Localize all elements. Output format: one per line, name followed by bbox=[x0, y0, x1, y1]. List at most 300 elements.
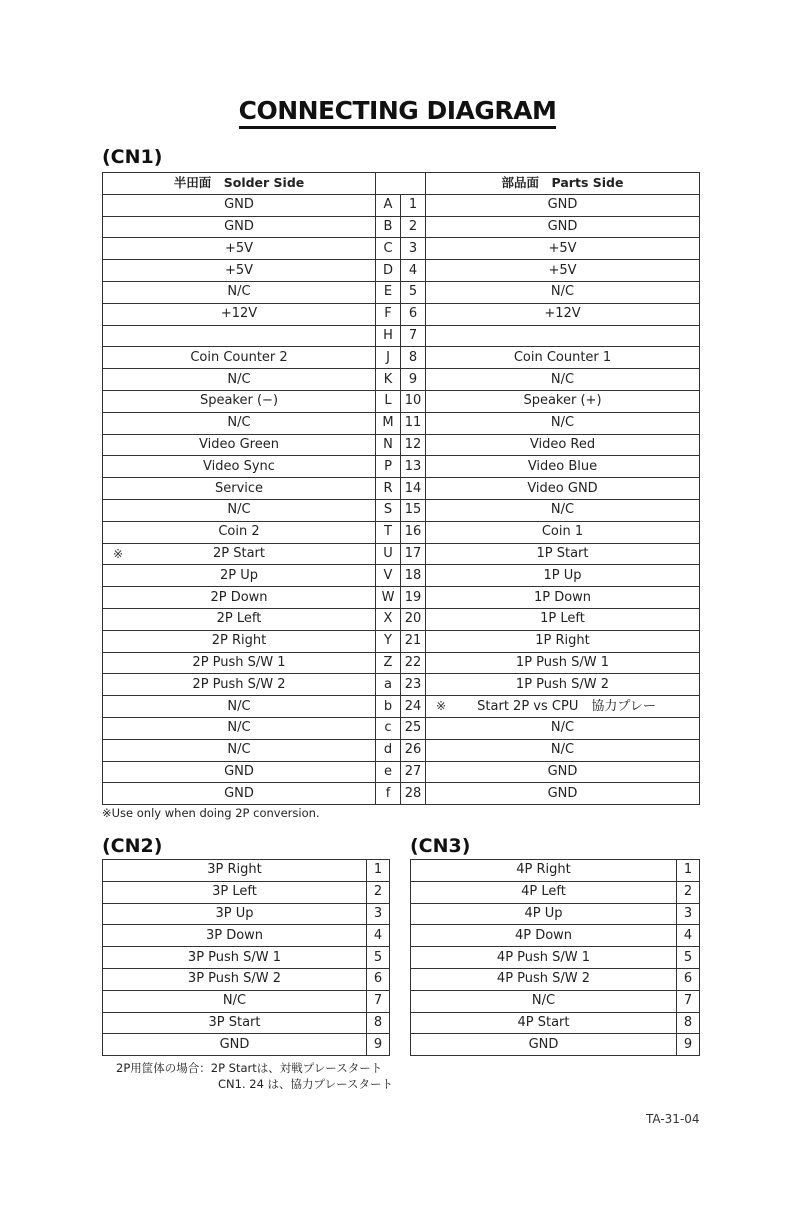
cn3-pin-cell: 1 bbox=[677, 860, 700, 882]
solder-side-cell bbox=[103, 652, 376, 674]
pin-number-cell bbox=[401, 499, 426, 521]
cn1-label: (CN1) bbox=[102, 146, 163, 168]
parts-side-cell bbox=[426, 696, 700, 718]
cn1-row bbox=[103, 521, 700, 543]
cn1-row bbox=[103, 696, 700, 718]
parts-side-cell-text: N/C bbox=[550, 502, 575, 518]
pin-letter-cell-text: K bbox=[383, 371, 393, 387]
cn2-signal-cell: 3P Push S/W 1 bbox=[103, 947, 367, 969]
parts-side-cell-text: Video Red bbox=[529, 436, 596, 452]
parts-side-cell bbox=[426, 238, 700, 260]
pin-number-cell-text: 22 bbox=[404, 654, 422, 670]
parts-side-cell-text: N/C bbox=[550, 720, 575, 736]
solder-side-cell-text: N/C bbox=[227, 371, 251, 387]
pin-letter-cell-text: c bbox=[384, 720, 392, 736]
cn2-label: (CN2) bbox=[102, 835, 163, 857]
pin-number-cell bbox=[401, 325, 426, 347]
parts-side-cell bbox=[426, 281, 700, 303]
cn3-row bbox=[411, 990, 700, 1012]
pin-number-cell bbox=[401, 565, 426, 587]
pin-number-cell bbox=[401, 521, 426, 543]
parts-side-cell-text: 1P Left bbox=[540, 611, 585, 627]
solder-side-cell bbox=[103, 696, 376, 718]
pin-number-cell bbox=[401, 456, 426, 478]
solder-side-cell-text: 2P Push S/W 2 bbox=[192, 676, 286, 692]
parts-side-cell-text: Speaker (+) bbox=[523, 393, 602, 409]
cn1-row bbox=[103, 652, 700, 674]
pin-letter-cell-text: E bbox=[383, 284, 393, 300]
parts-side-cell-text: +12V bbox=[544, 306, 581, 322]
reference-mark: ※ bbox=[436, 699, 447, 714]
cn2-signal-cell: 3P Up bbox=[103, 903, 367, 925]
reference-mark: ※ bbox=[113, 546, 124, 561]
pin-letter-cell-text: b bbox=[383, 698, 393, 714]
parts-side-cell-text: Coin Counter 1 bbox=[513, 349, 612, 365]
pin-letter-cell-text: R bbox=[383, 480, 393, 496]
parts-side-cell-text: +5V bbox=[548, 240, 577, 256]
pin-number-cell-text: 19 bbox=[404, 589, 422, 605]
pin-number-cell-text: 24 bbox=[404, 698, 422, 714]
pin-number-cell bbox=[401, 587, 426, 609]
parts-side-cell bbox=[426, 478, 700, 500]
pin-number-cell-text: 14 bbox=[404, 480, 422, 496]
pin-number-cell-text: 20 bbox=[404, 611, 422, 627]
cn1-row bbox=[103, 499, 700, 521]
parts-side-cell bbox=[426, 390, 700, 412]
pin-number-cell-text: 9 bbox=[408, 371, 418, 387]
pin-number-cell bbox=[401, 281, 426, 303]
parts-side-cell bbox=[426, 587, 700, 609]
cn1-table bbox=[102, 172, 700, 805]
pin-letter-cell-text: F bbox=[384, 306, 392, 322]
cn2-table bbox=[102, 859, 390, 1056]
solder-side-cell bbox=[103, 456, 376, 478]
parts-side-cell bbox=[426, 216, 700, 238]
parts-side-cell bbox=[426, 674, 700, 696]
pin-number-cell-text: 16 bbox=[404, 524, 422, 540]
solder-side-cell bbox=[103, 412, 376, 434]
pin-number-cell bbox=[401, 783, 426, 805]
cn3-row bbox=[411, 1034, 700, 1056]
pin-number-cell bbox=[401, 717, 426, 739]
cn1-row bbox=[103, 630, 700, 652]
cn1-row bbox=[103, 456, 700, 478]
cn1-row bbox=[103, 303, 700, 325]
parts-side-cell-text: 1P Up bbox=[543, 567, 582, 583]
pin-letter-cell bbox=[376, 696, 401, 718]
pin-letter-cell-text: J bbox=[386, 349, 390, 365]
cn1-row bbox=[103, 739, 700, 761]
cn1-row bbox=[103, 369, 700, 391]
solder-side-cell-text: N/C bbox=[227, 502, 251, 518]
solder-side-cell bbox=[103, 369, 376, 391]
parts-side-cell-text: 1P Start bbox=[536, 545, 589, 561]
solder-side-cell bbox=[103, 543, 376, 565]
parts-side-cell-text: N/C bbox=[550, 415, 575, 431]
cn1-header-row bbox=[103, 173, 700, 195]
pin-number-cell bbox=[401, 194, 426, 216]
parts-side-cell-text: GND bbox=[547, 763, 578, 779]
pin-letter-cell bbox=[376, 260, 401, 282]
parts-side-cell bbox=[426, 347, 700, 369]
parts-side-header: 部品面 Parts Side bbox=[426, 173, 700, 195]
parts-side-cell bbox=[426, 521, 700, 543]
pin-number-cell bbox=[401, 543, 426, 565]
parts-side-cell bbox=[426, 260, 700, 282]
page-title: CONNECTING DIAGRAM bbox=[0, 96, 795, 125]
cn1-row bbox=[103, 434, 700, 456]
cn3-signal-cell: 4P Up bbox=[411, 903, 677, 925]
pin-letter-cell bbox=[376, 761, 401, 783]
cn2-signal-cell: 3P Start bbox=[103, 1012, 367, 1034]
bottom-note-line1: 2P用筐体の場合：2P Startは、対戦プレースタート bbox=[116, 1061, 383, 1075]
cn3-pin-cell: 2 bbox=[677, 881, 700, 903]
pin-number-cell-text: 6 bbox=[408, 306, 418, 322]
pin-letter-cell bbox=[376, 194, 401, 216]
cn1-footnote: ※Use only when doing 2P conversion. bbox=[102, 806, 320, 820]
pin-letter-cell bbox=[376, 412, 401, 434]
pin-letter-cell bbox=[376, 739, 401, 761]
pin-number-cell bbox=[401, 761, 426, 783]
solder-side-cell-text: Service bbox=[214, 480, 264, 496]
pin-number-cell-text: 26 bbox=[404, 742, 422, 758]
cn2-pin-cell: 1 bbox=[367, 860, 390, 882]
solder-side-cell-text: +12V bbox=[220, 306, 258, 322]
pin-letter-cell bbox=[376, 434, 401, 456]
cn2-row bbox=[103, 903, 390, 925]
solder-side-cell-text: GND bbox=[224, 218, 254, 234]
pin-number-cell-text: 2 bbox=[408, 218, 418, 234]
pin-letter-cell-text: X bbox=[383, 611, 393, 627]
pin-letter-cell-text: Z bbox=[383, 654, 393, 670]
pin-letter-cell bbox=[376, 369, 401, 391]
cn1-row bbox=[103, 260, 700, 282]
parts-side-cell bbox=[426, 499, 700, 521]
solder-side-cell bbox=[103, 674, 376, 696]
pin-number-cell-text: 7 bbox=[408, 327, 418, 343]
cn1-row bbox=[103, 587, 700, 609]
solder-side-cell bbox=[103, 521, 376, 543]
solder-side-cell bbox=[103, 347, 376, 369]
solder-side-cell-text: +5V bbox=[224, 262, 254, 278]
solder-side-cell bbox=[103, 390, 376, 412]
cn2-signal-cell: N/C bbox=[103, 990, 367, 1012]
cn2-signal-cell: 3P Left bbox=[103, 881, 367, 903]
cn3-signal-cell: N/C bbox=[411, 990, 677, 1012]
pin-number-cell-text: 27 bbox=[404, 763, 422, 779]
pin-letter-cell bbox=[376, 608, 401, 630]
cn1-row bbox=[103, 761, 700, 783]
pin-letter-cell bbox=[376, 674, 401, 696]
pin-letter-cell-text: S bbox=[383, 502, 393, 518]
solder-side-cell-text: 2P Up bbox=[219, 567, 258, 583]
cn3-pin-cell: 8 bbox=[677, 1012, 700, 1034]
cn3-row bbox=[411, 1012, 700, 1034]
cn2-row bbox=[103, 1012, 390, 1034]
cn3-pin-cell: 7 bbox=[677, 990, 700, 1012]
pin-letter-cell bbox=[376, 587, 401, 609]
pin-letter-cell bbox=[376, 630, 401, 652]
parts-side-cell-text: N/C bbox=[550, 284, 575, 300]
cn3-signal-cell: GND bbox=[411, 1034, 677, 1056]
cn3-row bbox=[411, 947, 700, 969]
solder-side-cell-text: Video Sync bbox=[203, 458, 275, 474]
solder-side-cell bbox=[103, 303, 376, 325]
cn2-pin-cell: 9 bbox=[367, 1034, 390, 1056]
solder-side-cell bbox=[103, 739, 376, 761]
solder-side-cell-text: Coin 2 bbox=[218, 524, 260, 540]
pin-header bbox=[376, 173, 426, 195]
parts-side-cell bbox=[426, 412, 700, 434]
pin-letter-cell-text: L bbox=[384, 393, 392, 409]
solder-side-cell bbox=[103, 216, 376, 238]
cn2-row bbox=[103, 925, 390, 947]
pin-letter-cell-text: U bbox=[383, 545, 393, 561]
pin-number-cell-text: 18 bbox=[404, 567, 422, 583]
bottom-note-line2: CN1. 24 は、協力プレースタート bbox=[218, 1077, 394, 1091]
solder-side-cell-text: GND bbox=[224, 197, 254, 213]
cn1-row bbox=[103, 412, 700, 434]
cn3-pin-cell: 3 bbox=[677, 903, 700, 925]
solder-side-cell bbox=[103, 783, 376, 805]
solder-side-cell bbox=[103, 194, 376, 216]
cn2-pin-cell: 4 bbox=[367, 925, 390, 947]
cn3-pin-cell: 9 bbox=[677, 1034, 700, 1056]
pin-number-cell-text: 13 bbox=[404, 458, 422, 474]
pin-number-cell-text: 3 bbox=[408, 240, 418, 256]
pin-letter-cell bbox=[376, 303, 401, 325]
pin-letter-cell-text: Y bbox=[384, 633, 392, 649]
cn3-row bbox=[411, 903, 700, 925]
pin-letter-cell-text: A bbox=[383, 197, 393, 213]
cn3-pin-cell: 5 bbox=[677, 947, 700, 969]
pin-letter-cell-text: V bbox=[383, 567, 393, 583]
cn1-row bbox=[103, 194, 700, 216]
solder-side-cell-text: N/C bbox=[227, 742, 251, 758]
pin-letter-cell bbox=[376, 216, 401, 238]
cn3-signal-cell: 4P Right bbox=[411, 860, 677, 882]
cn2-pin-cell: 2 bbox=[367, 881, 390, 903]
cn1-row bbox=[103, 238, 700, 260]
pin-number-cell bbox=[401, 303, 426, 325]
solder-side-cell-text: Video Green bbox=[199, 436, 279, 452]
solder-side-cell-text: 2P Down bbox=[210, 589, 268, 605]
cn2-row bbox=[103, 990, 390, 1012]
solder-side-header: 半田面 Solder Side bbox=[103, 173, 376, 195]
solder-side-cell-text: 2P Start bbox=[213, 545, 265, 561]
solder-side-cell bbox=[103, 434, 376, 456]
parts-side-cell-text: N/C bbox=[550, 742, 575, 758]
cn2-row bbox=[103, 881, 390, 903]
pin-number-cell-text: 17 bbox=[404, 545, 422, 561]
cn1-row bbox=[103, 325, 700, 347]
pin-number-cell bbox=[401, 216, 426, 238]
cn3-pin-cell: 4 bbox=[677, 925, 700, 947]
pin-number-cell-text: 8 bbox=[408, 349, 418, 365]
pin-letter-cell-text: P bbox=[384, 458, 392, 474]
parts-side-cell-text: GND bbox=[547, 218, 578, 234]
solder-side-cell bbox=[103, 325, 376, 347]
cn2-pin-cell: 8 bbox=[367, 1012, 390, 1034]
pin-number-cell-text: 21 bbox=[404, 633, 422, 649]
pin-letter-cell bbox=[376, 238, 401, 260]
pin-letter-cell-text: D bbox=[382, 262, 393, 278]
parts-side-cell bbox=[426, 325, 700, 347]
solder-side-cell-text: 2P Left bbox=[216, 611, 262, 627]
pin-letter-cell bbox=[376, 499, 401, 521]
parts-side-cell bbox=[426, 608, 700, 630]
pin-letter-cell bbox=[376, 717, 401, 739]
parts-side-cell bbox=[426, 543, 700, 565]
pin-number-cell-text: 1 bbox=[408, 197, 418, 213]
solder-side-cell bbox=[103, 630, 376, 652]
solder-side-cell-text: +5V bbox=[224, 240, 254, 256]
pin-letter-cell bbox=[376, 281, 401, 303]
cn1-row bbox=[103, 783, 700, 805]
pin-letter-cell-text: H bbox=[383, 327, 393, 343]
pin-number-cell bbox=[401, 434, 426, 456]
pin-letter-cell-text: W bbox=[381, 589, 395, 605]
solder-side-cell bbox=[103, 238, 376, 260]
pin-letter-cell-text: C bbox=[383, 240, 393, 256]
document-code: TA-31-04 bbox=[646, 1112, 700, 1126]
cn2-signal-cell: 3P Right bbox=[103, 860, 367, 882]
cn2-pin-cell: 7 bbox=[367, 990, 390, 1012]
parts-side-cell bbox=[426, 194, 700, 216]
pin-number-cell bbox=[401, 369, 426, 391]
solder-side-cell bbox=[103, 478, 376, 500]
solder-side-cell bbox=[103, 587, 376, 609]
solder-side-cell-text: GND bbox=[224, 785, 254, 801]
parts-side-cell bbox=[426, 303, 700, 325]
cn2-signal-cell: GND bbox=[103, 1034, 367, 1056]
pin-letter-cell bbox=[376, 521, 401, 543]
parts-side-cell-text: 1P Down bbox=[533, 589, 592, 605]
cn3-table bbox=[410, 859, 700, 1056]
solder-side-cell-text: Coin Counter 2 bbox=[190, 349, 288, 365]
pin-number-cell bbox=[401, 652, 426, 674]
pin-number-cell-text: 11 bbox=[404, 415, 422, 431]
cn3-signal-cell: 4P Start bbox=[411, 1012, 677, 1034]
cn1-row bbox=[103, 608, 700, 630]
solder-side-cell bbox=[103, 499, 376, 521]
pin-letter-cell-text: N bbox=[383, 436, 393, 452]
pin-number-cell-text: 12 bbox=[404, 436, 422, 452]
cn3-row bbox=[411, 925, 700, 947]
pin-letter-cell bbox=[376, 390, 401, 412]
cn2-pin-cell: 6 bbox=[367, 968, 390, 990]
pin-letter-cell-text: e bbox=[384, 763, 392, 779]
pin-number-cell bbox=[401, 412, 426, 434]
pin-number-cell-text: 15 bbox=[404, 502, 422, 518]
cn2-signal-cell: 3P Down bbox=[103, 925, 367, 947]
cn2-pin-cell: 3 bbox=[367, 903, 390, 925]
solder-side-cell-text: GND bbox=[224, 763, 254, 779]
cn1-row bbox=[103, 674, 700, 696]
cn2-row bbox=[103, 1034, 390, 1056]
solder-side-cell bbox=[103, 260, 376, 282]
solder-side-cell-text: N/C bbox=[227, 284, 251, 300]
pin-letter-cell bbox=[376, 347, 401, 369]
pin-number-cell bbox=[401, 608, 426, 630]
cn3-row bbox=[411, 860, 700, 882]
parts-side-cell-text: N/C bbox=[550, 371, 575, 387]
solder-side-cell bbox=[103, 717, 376, 739]
parts-side-cell-text: GND bbox=[547, 785, 578, 801]
cn2-pin-cell: 5 bbox=[367, 947, 390, 969]
cn1-row bbox=[103, 281, 700, 303]
cn1-row bbox=[103, 717, 700, 739]
solder-side-cell bbox=[103, 565, 376, 587]
cn2-signal-cell: 3P Push S/W 2 bbox=[103, 968, 367, 990]
cn2-row bbox=[103, 860, 390, 882]
parts-side-cell bbox=[426, 565, 700, 587]
parts-side-cell-text: 1P Right bbox=[535, 633, 590, 649]
pin-letter-cell-text: a bbox=[384, 676, 392, 692]
parts-side-cell-text: +5V bbox=[548, 262, 577, 278]
pin-letter-cell bbox=[376, 543, 401, 565]
parts-side-cell-text: GND bbox=[547, 197, 578, 213]
solder-side-cell-text: 2P Right bbox=[211, 633, 267, 649]
solder-side-cell bbox=[103, 281, 376, 303]
parts-side-cell bbox=[426, 783, 700, 805]
cn3-signal-cell: 4P Push S/W 1 bbox=[411, 947, 677, 969]
pin-number-cell-text: 5 bbox=[408, 284, 418, 300]
cn3-pin-cell: 6 bbox=[677, 968, 700, 990]
parts-side-cell-text: Video GND bbox=[527, 480, 598, 496]
solder-side-cell-text: N/C bbox=[227, 720, 251, 736]
parts-side-cell bbox=[426, 369, 700, 391]
pin-number-cell bbox=[401, 739, 426, 761]
solder-side-cell-text: N/C bbox=[227, 415, 251, 431]
parts-side-cell-text: 1P Push S/W 1 bbox=[515, 654, 610, 670]
pin-number-cell-text: 25 bbox=[404, 720, 422, 736]
solder-side-cell-text: 2P Push S/W 1 bbox=[192, 654, 286, 670]
pin-number-cell bbox=[401, 630, 426, 652]
pin-number-cell bbox=[401, 674, 426, 696]
solder-side-cell-text: N/C bbox=[227, 698, 251, 714]
pin-number-cell bbox=[401, 238, 426, 260]
parts-side-cell bbox=[426, 761, 700, 783]
solder-side-cell bbox=[103, 761, 376, 783]
pin-letter-cell bbox=[376, 652, 401, 674]
pin-letter-cell bbox=[376, 783, 401, 805]
pin-letter-cell bbox=[376, 478, 401, 500]
pin-letter-cell-text: M bbox=[382, 415, 394, 431]
cn1-row bbox=[103, 347, 700, 369]
cn3-row bbox=[411, 968, 700, 990]
pin-number-cell bbox=[401, 260, 426, 282]
pin-number-cell-text: 10 bbox=[404, 393, 422, 409]
parts-side-cell-text: Start 2P vs CPU 協力プレー bbox=[477, 698, 656, 714]
parts-side-cell bbox=[426, 630, 700, 652]
cn1-row bbox=[103, 543, 700, 565]
parts-side-cell-text: Video Blue bbox=[527, 458, 598, 474]
pin-number-cell bbox=[401, 347, 426, 369]
cn1-row bbox=[103, 565, 700, 587]
pin-number-cell bbox=[401, 696, 426, 718]
pin-number-cell-text: 23 bbox=[404, 676, 422, 692]
cn1-row bbox=[103, 390, 700, 412]
solder-side-cell bbox=[103, 608, 376, 630]
cn3-row bbox=[411, 881, 700, 903]
cn3-signal-cell: 4P Left bbox=[411, 881, 677, 903]
parts-side-cell bbox=[426, 456, 700, 478]
cn1-row bbox=[103, 216, 700, 238]
cn2-row bbox=[103, 968, 390, 990]
pin-letter-cell-text: B bbox=[383, 218, 393, 234]
cn3-signal-cell: 4P Down bbox=[411, 925, 677, 947]
